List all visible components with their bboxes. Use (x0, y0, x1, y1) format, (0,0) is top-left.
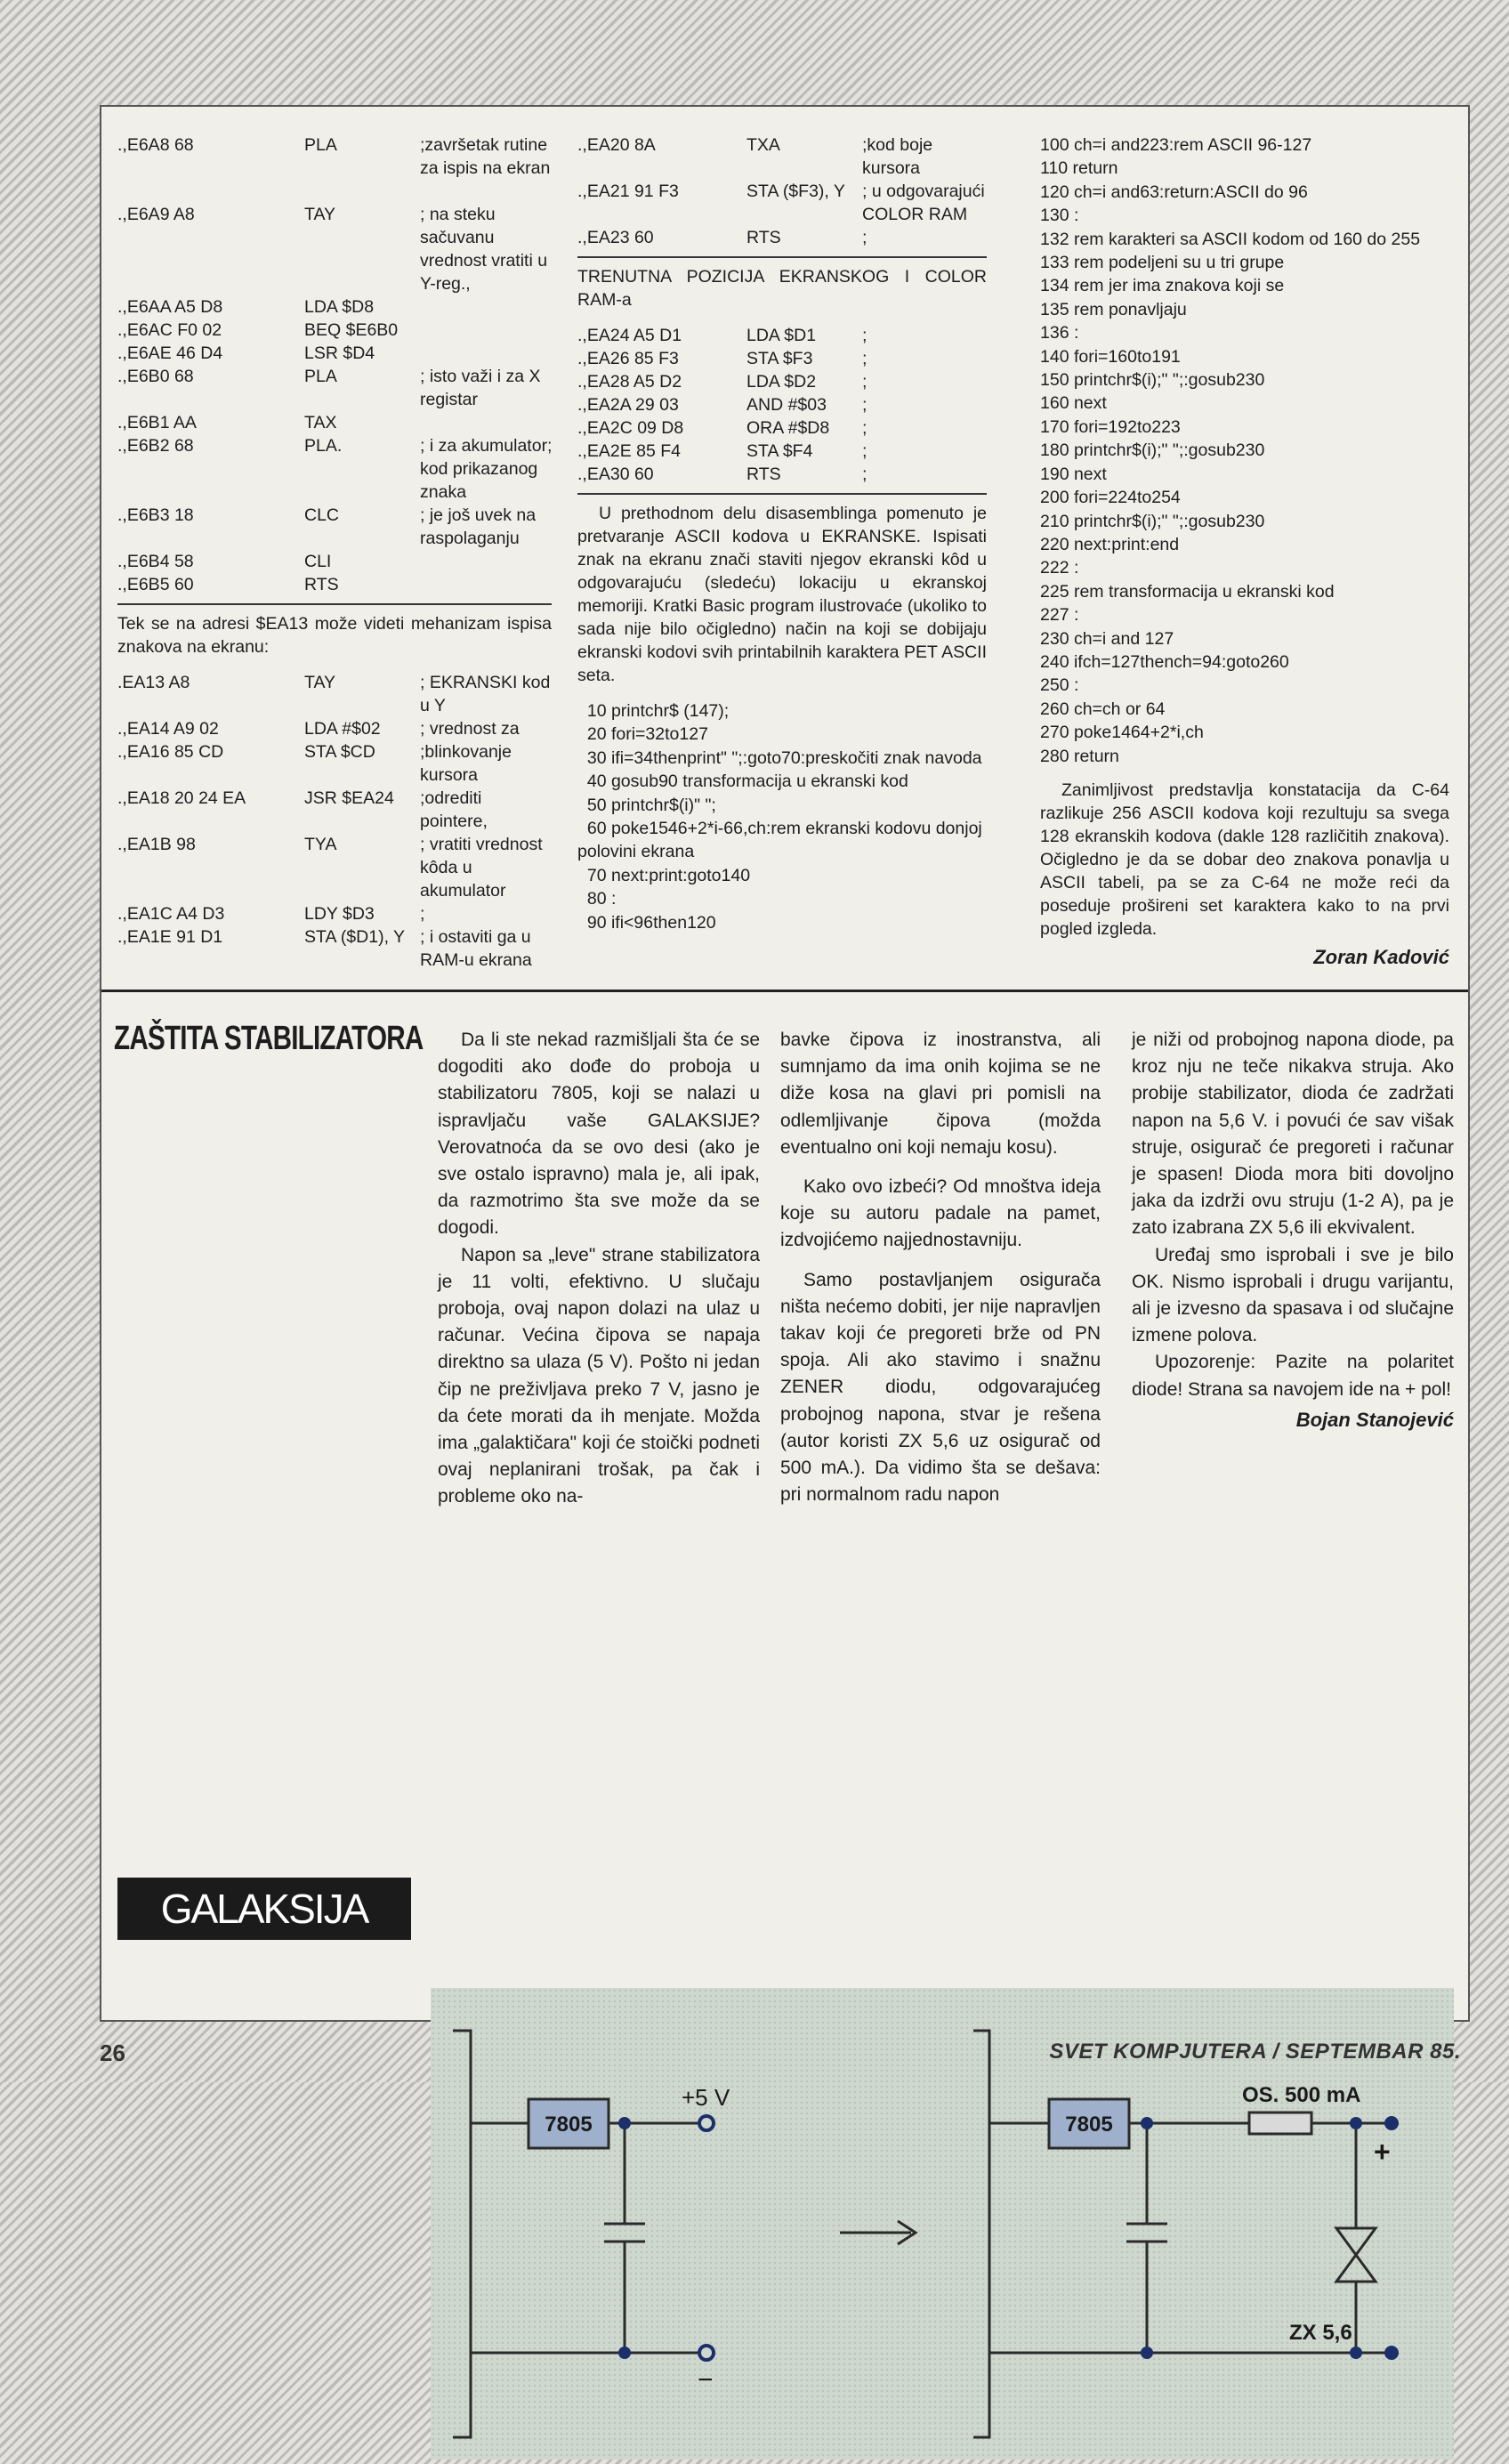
listing-row (577, 324, 987, 347)
article-column-2 (780, 1027, 1101, 1508)
listing-address: .,E6A9 A8 (117, 205, 195, 224)
listing-address: .,EA1E 91 D1 (117, 927, 223, 947)
basic-line: 20 fori=32to127 (577, 724, 708, 745)
listing-address: .,EA30 60 (577, 465, 654, 484)
listing-comment: ; (862, 395, 867, 415)
galaksija-logo: GALAKSIJA (117, 1878, 411, 1940)
listing-instruction: STA $F3 (746, 349, 813, 368)
listing-comment: ; (862, 349, 867, 368)
basic-line: 130 : (1040, 206, 1079, 226)
basic-line: 210 printchr$(i);" ";:gosub230 (1040, 511, 1265, 531)
regulator-label: 7805 (1065, 2113, 1113, 2137)
basic-line: 100 ch=i and223:rem ASCII 96-127 (1040, 135, 1312, 155)
listing-address: .,EA14 A9 02 (117, 719, 219, 739)
listing-comment: ;kod boje kursora (862, 135, 933, 178)
basic-line: 200 fori=224to254 (1040, 488, 1181, 508)
listing-comment: ; i za akumulator; kod prikazanog znaka (420, 436, 553, 502)
basic-line: 280 return (1040, 746, 1119, 766)
listing-comment: ; isto važi i za X registar (420, 367, 541, 409)
listing-comment: ; (862, 372, 867, 392)
listing-row (117, 504, 552, 550)
listing-row (117, 550, 552, 573)
listing-comment: ; je još uvek na raspolaganju (420, 505, 537, 548)
listing-row (117, 133, 552, 203)
listing-row (577, 180, 987, 226)
listing-instruction: STA $F4 (746, 441, 813, 461)
listing-row (117, 740, 552, 787)
zener-symbol (1336, 2228, 1376, 2282)
listing-instruction: PLA (304, 135, 337, 155)
minus-label: − (698, 2365, 714, 2395)
plus-terminal (1384, 2116, 1399, 2130)
intro-text: Tek se na adresi $EA13 može videti mehanizam ispisa znakova na ekranu: (117, 614, 552, 657)
ground-terminal (699, 2346, 714, 2360)
listing-comment: ; (420, 904, 425, 924)
listing-comment: ; vrednost za (420, 719, 520, 739)
listing-address: .,EA24 A5 D1 (577, 326, 682, 345)
basic-listing (577, 699, 987, 934)
basic-line: 134 rem jer ima znakova koji se (1040, 276, 1285, 296)
magazine-footer: SVET KOMPJUTERA / SEPTEMBAR 85. (1049, 2040, 1461, 2064)
listing-instruction: ORA #$D8 (746, 418, 830, 438)
listing-address: .EA13 A8 (117, 673, 190, 692)
plus-label: + (1374, 2136, 1391, 2168)
listing-row (577, 463, 987, 486)
listing-comment: ; (862, 326, 867, 345)
article-paragraph: Da li ste nekad razmišljali šta će se dogoditi ako dođe do proboja u stabilizatoru 7805, koji se nalazi u ispravljaču vaše GALAKSIJE? Verovatnoća da se ovo desi (ako je sve ostalo ispravno) mala je, ali ipak, da razmotrimo šta sve može da se dogodi. (438, 1030, 760, 1239)
listing-comment: ; (862, 465, 867, 484)
listing-address: .,E6B5 60 (117, 575, 194, 594)
listing-address: .,E6A8 68 (117, 135, 194, 155)
left-frame-bracket (453, 2031, 471, 2437)
listing-instruction: LDA $D1 (746, 326, 817, 345)
basic-line: 70 next:print:goto140 (577, 865, 751, 885)
basic-line: 220 next:print:end (1040, 534, 1180, 554)
listing-address: .,EA28 A5 D2 (577, 372, 682, 392)
basic-line: 80 : (577, 889, 617, 909)
basic-line: 150 printchr$(i);" ";:gosub230 (1040, 370, 1265, 391)
right-capacitor-plates (1126, 2224, 1167, 2242)
basic-line: 250 : (1040, 675, 1079, 696)
listing-instruction: TXA (746, 135, 780, 155)
listing-comment: ;odrediti pointere, (420, 788, 488, 831)
listing-address: .,EA26 85 F3 (577, 349, 679, 368)
listing-instruction: JSR $EA24 (304, 788, 394, 808)
listing-comment: ;završetak rutine za ispis na ekran (420, 135, 551, 178)
junction-node (1350, 2347, 1362, 2359)
listing-instruction: STA $CD (304, 742, 375, 762)
basic-line: 227 : (1040, 605, 1079, 626)
basic-line: 135 rem ponavljaju (1040, 299, 1187, 319)
listing-row (117, 411, 552, 434)
column-rule (577, 493, 987, 495)
article-paragraph: bavke čipova iz inostranstva, ali sumnjamo da ima onih kojima se ne diže kosa na glavi pri pomisli na odlemljivanje čipova (možda eventualno oni koji nemaju kosu). (780, 1030, 1101, 1158)
listing-comment: ; (862, 418, 867, 438)
listing-row (117, 365, 552, 411)
listing-instruction: TAY (304, 205, 336, 224)
listing-row (577, 440, 987, 463)
article-paragraph: Kako ovo izbeći? Od mnoštva ideja koje su autoru padale na pamet, izdvojićemo najjednostavniju. (780, 1176, 1101, 1251)
fuse-symbol (1249, 2113, 1311, 2134)
listing-address: .,EA21 91 F3 (577, 182, 679, 201)
listing-comment: ; (862, 441, 867, 461)
basic-line: 160 next (1040, 393, 1107, 414)
article-paragraph: Uređaj smo isprobali i sve je bilo OK. Nismo isprobali i drugu varijantu, ali je izvesno da spasava i od slučajne izmene polova. (1132, 1244, 1454, 1346)
listing-row (577, 347, 987, 370)
listing-instruction: LSR $D4 (304, 343, 375, 363)
basic-line: 240 ifch=127thench=94:goto260 (1040, 651, 1289, 672)
listing-comment: ; i ostaviti ga u RAM-u ekrana (420, 927, 532, 970)
listing-address: .,E6B4 58 (117, 552, 194, 571)
article-paragraph: U prethodnom delu disasemblinga pomenuto je pretvaranje ASCII kodova u EKRANSKE. Ispisati znak na ekranu znači staviti njegov ekranski kôd u odgovarajuću (sledeću) lokaciju u ekranskoj memoriji. Kratki Basic program ilustrovaće (ukoliko to sada nije bilo očigledno) način na koji se dobijaju ekranski kodovi svih printabilnih karaktera PET ASCII seta. (577, 504, 987, 685)
page-number: 26 (100, 2040, 125, 2066)
listing-instruction: STA ($F3), Y (746, 182, 845, 201)
listing-instruction: TYA (304, 835, 337, 854)
right-frame-bracket (973, 2031, 989, 2437)
listing-address: .,EA1B 98 (117, 835, 196, 854)
listing-address: .,E6B0 68 (117, 367, 194, 386)
basic-line: 110 return (1040, 158, 1118, 179)
listing-row (117, 573, 552, 596)
junction-node (1141, 2117, 1153, 2129)
basic-line: 132 rem karakteri sa ASCII kodom od 160 do 255 (1040, 229, 1421, 249)
listing-row (117, 342, 552, 365)
listing-row (577, 370, 987, 393)
listing-row (577, 133, 987, 180)
listing-column-2 (577, 133, 987, 934)
listing-address: .,EA23 60 (577, 228, 654, 247)
author-name: Bojan Stanojević (1295, 1408, 1454, 1431)
basic-line: 50 printchr$(i)" "; (577, 795, 716, 815)
listing-instruction: CLI (304, 552, 332, 571)
article-paragraph: Napon sa „leve" strane stabilizatora je 11 volti, efektivno. U slučaju proboja, ovaj napon dolazi na ulaz u računar. Većina čipova se napaja direktno sa ulaza (5 V). Pošto ni jedan čip ne preživljava preko 7 V, jasno je da ćete morati da ih menjate. Možda ima „galaktičara" koji će stoički podneti ovaj neplanirani trošak, pa čak i probleme oko na- (438, 1244, 760, 1507)
basic-line: 60 poke1546+2*i-66,ch:rem ekranski kodovu donjoj polovini ekrana (577, 819, 988, 862)
listing-instruction: PLA. (304, 436, 343, 456)
listing-comment: ; vratiti vrednost kôda u akumulator (420, 835, 543, 901)
listing-instruction: RTS (746, 228, 781, 247)
listing-address: .,E6AA A5 D8 (117, 297, 223, 317)
section-divider (101, 990, 1468, 992)
capacitor-plates (604, 2224, 645, 2242)
column-rule (577, 256, 987, 258)
listing-row (117, 434, 552, 504)
output-terminal (699, 2116, 714, 2130)
listing-column-3 (1040, 133, 1449, 969)
article-title: ZAŠTITA STABILIZATORA (114, 1020, 424, 1057)
listing-comment: ; u odgovarajući COLOR RAM (862, 182, 985, 224)
article-column-3 (1132, 1027, 1454, 1434)
article-paragraph: Upozorenje: Pazite na polaritet diode! Strana sa navojem ide na + pol! (1132, 1352, 1454, 1400)
listing-address: .,EA18 20 24 EA (117, 788, 246, 808)
listing-row (117, 319, 552, 342)
listing-instruction: LDA #$02 (304, 719, 381, 739)
basic-line: 30 ifi=34thenprint" ";:goto70:preskočiti znak navoda (577, 747, 982, 768)
listing-row (577, 416, 987, 440)
listing-address: .,EA2E 85 F4 (577, 441, 681, 461)
regulator-label: 7805 (545, 2113, 593, 2137)
author-name: Zoran Kadović (1313, 945, 1449, 968)
listing-comment: ;blinkovanje kursora (420, 742, 512, 785)
basic-line: 180 printchr$(i);" ";:gosub230 (1040, 440, 1265, 461)
listing-instruction: PLA (304, 367, 337, 386)
listing-address: .,E6AC F0 02 (117, 320, 222, 340)
voltage-label: +5 V (682, 2084, 730, 2111)
listing-comment: ; EKRANSKI kod u Y (420, 673, 551, 715)
listing-address: .,E6B1 AA (117, 413, 197, 432)
listing-address: .,EA1C A4 D3 (117, 904, 225, 924)
basic-line: 133 rem podeljeni su u tri grupe (1040, 253, 1285, 273)
listing-instruction: TAX (304, 413, 337, 432)
listing-row (577, 393, 987, 416)
zener-label: ZX 5,6 (1289, 2321, 1352, 2345)
listing-address: .,E6B3 18 (117, 505, 194, 525)
article-paragraph: Samo postavljanjem osigurača ništa nećemo dobiti, jer nije napravljen takav koji će pregoreti brže od PN spoja. Ali ako stavimo i snažnu ZENER diodu, odgovarajućeg probojnog napona, stvar je rešena (autor koristi ZX 5,6 uz osigurač od 500 mA.). Da vidimo šta se dešava: pri normalnom radu napon (780, 1269, 1101, 1506)
listing-address: .,EA2C 09 D8 (577, 418, 684, 438)
listing-row (117, 203, 552, 295)
basic-line: 225 rem transformacija u ekranski kod (1040, 581, 1335, 602)
listing-instruction: AND #$03 (746, 395, 827, 415)
fuse-label: OS. 500 mA (1242, 2083, 1361, 2107)
basic-line: 120 ch=i and63:return:ASCII do 96 (1040, 182, 1308, 202)
basic-line: 270 poke1464+2*i,ch (1040, 723, 1204, 743)
article-paragraph: je niži od probojnog napona diode, pa kroz nju ne teče nikakva struja. Ako probije stabilizator, dioda će zadržati napon na 5,6 V. i povući će sav višak struje, osigurač će pregoreti i računar je spasen! Dioda mora biti dovoljno jaka da izdrži ovu struju (1-2 A), pa je zato izabrana ZX 5,6 ili ekvivalent. (1132, 1030, 1454, 1239)
column-rule (117, 603, 552, 605)
listing-comment: ; (862, 228, 867, 247)
article-column-1 (438, 1027, 760, 1511)
listing-address: .,E6B2 68 (117, 436, 194, 456)
basic-line: 140 fori=160to191 (1040, 346, 1181, 367)
listing-address: .,EA16 85 CD (117, 742, 224, 762)
listing-row (117, 671, 552, 717)
minus-terminal (1384, 2346, 1399, 2360)
listing-instruction: LDA $D8 (304, 297, 375, 317)
junction-node (618, 2117, 631, 2129)
listing-row (117, 295, 552, 319)
basic-line: 170 fori=192to223 (1040, 416, 1181, 437)
listing-instruction: BEQ $E6B0 (304, 320, 399, 340)
listing-column-1 (117, 133, 552, 972)
listing-row (117, 925, 552, 972)
listing-instruction: RTS (746, 465, 781, 484)
basic-line: 222 : (1040, 558, 1079, 578)
disassembly-section (101, 107, 1468, 990)
junction-node (1141, 2347, 1153, 2359)
listing-row (577, 226, 987, 249)
listing-comment: ; na steku sačuvanu vrednost vratiti u Y-reg., (420, 205, 548, 294)
junction-node (618, 2347, 631, 2359)
junction-node (1350, 2117, 1362, 2129)
listing-row (117, 717, 552, 740)
basic-line: 230 ch=i and 127 (1040, 628, 1174, 649)
listing-instruction: TAY (304, 673, 336, 692)
listing-instruction: LDA $D2 (746, 372, 817, 392)
basic-line: 260 ch=ch or 64 (1040, 699, 1166, 719)
listing-instruction: STA ($D1), Y (304, 927, 406, 947)
listing-address: .,E6AE 46 D4 (117, 343, 223, 363)
basic-line: 40 gosub90 transformacija u ekranski kod (577, 772, 908, 792)
listing-row (117, 833, 552, 902)
listing-address: .,EA20 8A (577, 135, 656, 155)
basic-line: 90 ifi<96then120 (577, 912, 716, 933)
listing-address: .,EA2A 29 03 (577, 395, 679, 415)
basic-line: 190 next (1040, 464, 1107, 484)
section-heading: TRENUTNA POZICIJA EKRANSKOG I COLOR RAM-a (577, 267, 987, 310)
listing-row (117, 902, 552, 925)
listing-row (117, 787, 552, 833)
listing-instruction: RTS (304, 575, 339, 594)
basic-line: 10 printchr$ (147); (577, 701, 730, 721)
article-paragraph: Zanimljivost predstavlja konstatacija da C-64 razlikuje 256 ASCII kodova koji rezultuju sa svega 128 ekranskih kodova (dakle 128 različitih znakova). Očigledno je da se dobar deo znakova ponavlja u ASCII tabeli, pa se za C-64 ne može reći da poseduje prošireni set karaktera kako to na prvi pogled izgleda. (1040, 780, 1449, 939)
basic-listing (1040, 133, 1449, 768)
basic-line: 136 : (1040, 323, 1079, 343)
listing-instruction: CLC (304, 505, 340, 525)
listing-instruction: LDY $D3 (304, 904, 375, 924)
